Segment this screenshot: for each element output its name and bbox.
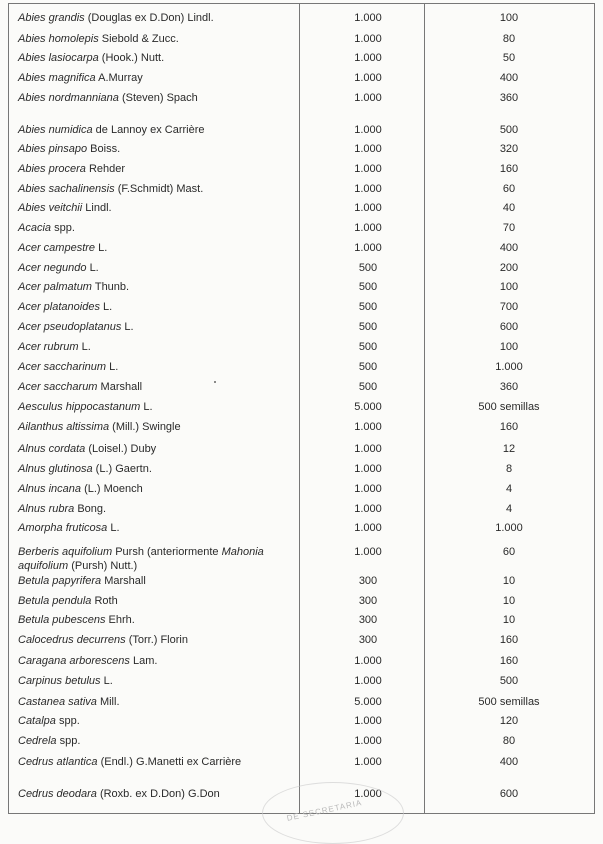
table-row [0, 574, 603, 590]
value-cell: 4 [505, 483, 513, 495]
species-authority: L. [98, 242, 108, 254]
species-authority: Bong. [77, 503, 107, 515]
species-name [18, 51, 294, 65]
species-authority: (Douglas ex D.Don) Lindl. [87, 12, 214, 24]
value-cell: 200 [499, 262, 519, 274]
value-cell: 12 [502, 443, 516, 455]
species-latin-name: Alnus rubra [18, 503, 75, 515]
quantity-cell: 1.000 [354, 715, 382, 727]
species-name [18, 482, 294, 496]
species-latin-name: Acer pseudoplatanus [18, 321, 122, 333]
table-row [0, 162, 603, 178]
species-latin-name: Betula pubescens [18, 614, 106, 626]
species-authority: L. [81, 341, 91, 353]
species-name [18, 221, 294, 235]
table-row [0, 280, 603, 296]
species-name [18, 502, 294, 516]
table-row [0, 545, 603, 572]
species-authority: Boiss. [90, 143, 121, 155]
species-synonym-name: Mahonia aquifolium [18, 546, 264, 572]
quantity-cell: 1.000 [354, 143, 382, 155]
value-cell: 4 [505, 503, 513, 515]
quantity-cell: 1.000 [354, 163, 382, 175]
species-name [18, 182, 294, 196]
quantity-cell: 1.000 [354, 735, 382, 747]
species-name [18, 695, 294, 709]
quantity-cell: 500 [358, 262, 378, 274]
species-latin-name: Alnus glutinosa [18, 463, 93, 475]
quantity-cell: 300 [358, 575, 378, 587]
value-cell: 500 semillas [478, 401, 540, 413]
species-name [18, 123, 294, 137]
value-cell: 500 semillas [478, 696, 540, 708]
species-authority: (F.Schmidt) Mast. [117, 183, 204, 195]
table-row [0, 123, 603, 139]
quantity-cell: 500 [358, 321, 378, 333]
quantity-cell: 1.000 [354, 52, 382, 64]
value-cell: 160 [499, 163, 519, 175]
species-name [18, 241, 294, 255]
table-top-border [8, 3, 595, 4]
species-latin-name: Acer palmatum [18, 281, 92, 293]
value-cell: 320 [499, 143, 519, 155]
species-authority: Siebold & Zucc. [101, 33, 179, 45]
species-name [18, 545, 296, 573]
species-latin-name: Berberis aquifolium [18, 546, 113, 558]
species-authority: Mill. [99, 696, 120, 708]
species-latin-name: Cedrus deodara [18, 788, 97, 800]
value-cell: 120 [499, 715, 519, 727]
value-cell: 160 [499, 421, 519, 433]
value-cell: 400 [499, 756, 519, 768]
quantity-cell: 1.000 [354, 124, 382, 136]
quantity-cell: 1.000 [354, 522, 382, 534]
species-latin-name: Acer campestre [18, 242, 96, 254]
species-latin-name: Caragana arborescens [18, 655, 130, 667]
species-name [18, 442, 294, 456]
stamp-lettering: DE SECRETARIA [285, 798, 363, 823]
species-name [18, 91, 294, 105]
table-row [0, 201, 603, 217]
species-authority: Marshall [104, 575, 146, 587]
table-row [0, 400, 603, 416]
value-cell: 360 [499, 92, 519, 104]
table-row [0, 420, 603, 436]
species-name [18, 280, 294, 294]
species-authority: L. [124, 321, 134, 333]
species-latin-name: Carpinus betulus [18, 675, 101, 687]
value-cell: 600 [499, 788, 519, 800]
species-authority: L. [103, 675, 113, 687]
value-cell: 10 [502, 575, 516, 587]
species-authority: Marshall [100, 381, 143, 393]
quantity-cell: 5.000 [354, 696, 382, 708]
table-row [0, 300, 603, 316]
value-cell: 160 [499, 655, 519, 667]
species-latin-name: Acer negundo [18, 262, 87, 274]
table-row [0, 714, 603, 730]
species-authority: Rehder [88, 163, 126, 175]
species-name [18, 574, 294, 588]
value-cell: 160 [499, 634, 519, 646]
quantity-cell: 1.000 [354, 788, 382, 800]
species-latin-name: Abies homolepis [18, 33, 99, 45]
quantity-cell: 1.000 [354, 202, 382, 214]
species-authority: Lindl. [85, 202, 112, 214]
value-cell: 400 [499, 242, 519, 254]
quantity-cell: 1.000 [354, 183, 382, 195]
table-row [0, 360, 603, 376]
quantity-cell: 300 [358, 634, 378, 646]
species-latin-name: Castanea sativa [18, 696, 97, 708]
species-name [18, 594, 294, 608]
quantity-cell: 500 [358, 381, 378, 393]
quantity-cell: 1.000 [354, 483, 382, 495]
table-row [0, 695, 603, 711]
quantity-cell: 1.000 [354, 443, 382, 455]
quantity-cell: 300 [358, 614, 378, 626]
species-latin-name: Acacia [18, 222, 52, 234]
species-authority: Lam. [132, 655, 158, 667]
species-latin-name: Alnus cordata [18, 443, 86, 455]
species-authority: Roth [94, 595, 118, 607]
value-cell: 60 [502, 183, 516, 195]
species-latin-name: Acer saccharum [18, 381, 98, 393]
species-authority: L. [110, 522, 120, 534]
value-cell: 8 [505, 463, 513, 475]
quantity-cell: 1.000 [354, 33, 382, 45]
species-name [18, 201, 294, 215]
species-latin-name: Ailanthus altissima [18, 421, 110, 433]
species-authority: L. [109, 361, 119, 373]
quantity-cell: 5.000 [354, 401, 382, 413]
table-row [0, 51, 603, 67]
quantity-cell: 500 [358, 361, 378, 373]
species-name [18, 320, 294, 334]
value-cell: 80 [502, 735, 516, 747]
table-row [0, 633, 603, 649]
species-latin-name: Cedrela [18, 735, 57, 747]
species-authority: spp. [59, 735, 81, 747]
value-cell: 700 [499, 301, 519, 313]
species-authority: (Hook.) Nutt. [101, 52, 165, 64]
species-authority: Ehrh. [108, 614, 135, 626]
quantity-cell: 1.000 [354, 222, 382, 234]
species-name [18, 32, 294, 46]
species-latin-name: Acer saccharinum [18, 361, 107, 373]
species-authority: (Loisel.) Duby [88, 443, 157, 455]
value-cell: 40 [502, 202, 516, 214]
quantity-cell: 1.000 [354, 463, 382, 475]
quantity-cell: 1.000 [354, 546, 382, 558]
species-name [18, 380, 294, 394]
species-latin-name: Abies pinsapo [18, 143, 88, 155]
quantity-cell: 1.000 [354, 503, 382, 515]
quantity-cell: 1.000 [354, 12, 382, 24]
species-latin-name: Abies grandis [18, 12, 85, 24]
quantity-cell: 1.000 [354, 756, 382, 768]
species-authority: L. [103, 301, 113, 313]
species-latin-name: Betula papyrifera [18, 575, 102, 587]
species-latin-name: Alnus incana [18, 483, 81, 495]
quantity-cell: 1.000 [354, 421, 382, 433]
table-row [0, 91, 603, 107]
species-latin-name: Calocedrus decurrens [18, 634, 126, 646]
table-row [0, 320, 603, 336]
species-name [18, 300, 294, 314]
species-latin-name: Abies lasiocarpa [18, 52, 99, 64]
species-authority: Pursh (anteriormente [115, 546, 219, 558]
table-row [0, 594, 603, 610]
species-authority: (L.) Gaertn. [95, 463, 152, 475]
table-row [0, 340, 603, 356]
species-latin-name: Catalpa [18, 715, 56, 727]
species-name [18, 521, 294, 535]
table-row [0, 482, 603, 498]
species-name [18, 71, 294, 85]
table-row [0, 734, 603, 750]
species-authority: de Lannoy ex Carrière [95, 124, 205, 136]
species-authority: (Torr.) Florin [128, 634, 188, 646]
table-row [0, 502, 603, 518]
table-row [0, 11, 603, 27]
table-row [0, 380, 603, 396]
species-latin-name: Abies nordmanniana [18, 92, 119, 104]
value-cell: 100 [499, 281, 519, 293]
species-name [18, 360, 294, 374]
value-cell: 400 [499, 72, 519, 84]
species-authority: spp. [58, 715, 80, 727]
species-latin-name: Abies veitchii [18, 202, 83, 214]
value-cell: 60 [502, 546, 516, 558]
species-latin-name: Aesculus hippocastanum [18, 401, 141, 413]
quantity-cell: 500 [358, 341, 378, 353]
table-row [0, 654, 603, 670]
species-name [18, 162, 294, 176]
species-authority: A.Murray [98, 72, 143, 84]
quantity-cell: 1.000 [354, 72, 382, 84]
species-authority: (L.) Moench [84, 483, 143, 495]
species-name [18, 654, 294, 668]
species-name [18, 633, 294, 647]
value-cell: 100 [499, 12, 519, 24]
species-authority: L. [143, 401, 153, 413]
species-name [18, 714, 294, 728]
species-name [18, 400, 294, 414]
species-latin-name: Abies magnifica [18, 72, 96, 84]
species-latin-name: Cedrus atlantica [18, 756, 98, 768]
species-latin-name: Acer platanoides [18, 301, 100, 313]
species-latin-name: Amorpha fruticosa [18, 522, 108, 534]
table-row [0, 32, 603, 48]
species-authority: L. [89, 262, 99, 274]
species-authority: (Steven) Spach [121, 92, 198, 104]
species-name [18, 755, 294, 769]
species-name [18, 340, 294, 354]
quantity-cell: 1.000 [354, 655, 382, 667]
species-authority: (Roxb. ex D.Don) G.Don [99, 788, 220, 800]
value-cell: 10 [502, 614, 516, 626]
quantity-cell: 300 [358, 595, 378, 607]
table-row [0, 462, 603, 478]
species-name [18, 11, 294, 25]
table-row [0, 674, 603, 690]
species-name [18, 142, 294, 156]
species-name [18, 734, 294, 748]
value-cell: 80 [502, 33, 516, 45]
species-latin-name: Abies numidica [18, 124, 93, 136]
value-cell: 10 [502, 595, 516, 607]
species-authority: (Endl.) G.Manetti ex Carrière [100, 756, 242, 768]
species-name [18, 420, 294, 434]
species-authority: (Mill.) Swingle [112, 421, 181, 433]
table-row [0, 521, 603, 537]
species-latin-name: Betula pendula [18, 595, 92, 607]
quantity-cell: 1.000 [354, 92, 382, 104]
quantity-cell: 500 [358, 301, 378, 313]
species-synonym-authority: (Pursh) Nutt.) [71, 560, 138, 572]
quantity-cell: 1.000 [354, 675, 382, 687]
species-name [18, 787, 294, 801]
species-authority: spp. [54, 222, 75, 234]
value-cell: 100 [499, 341, 519, 353]
species-latin-name: Abies procera [18, 163, 86, 175]
table-row [0, 221, 603, 237]
table-row [0, 142, 603, 158]
value-cell: 360 [499, 381, 519, 393]
quantity-cell: 1.000 [354, 242, 382, 254]
table-row [0, 71, 603, 87]
species-latin-name: Abies sachalinensis [18, 183, 115, 195]
value-cell: 500 [499, 675, 519, 687]
table-row [0, 182, 603, 198]
value-cell: 600 [499, 321, 519, 333]
value-cell: 500 [499, 124, 519, 136]
quantity-cell: 500 [358, 281, 378, 293]
species-name [18, 613, 294, 627]
table-row [0, 241, 603, 257]
table-row [0, 261, 603, 277]
species-name [18, 462, 294, 476]
table-row [0, 613, 603, 629]
species-latin-name: Acer rubrum [18, 341, 79, 353]
value-cell: 70 [502, 222, 516, 234]
value-cell: 50 [502, 52, 516, 64]
species-name [18, 261, 294, 275]
value-cell: 1.000 [495, 361, 523, 373]
table-row [0, 442, 603, 458]
table-row [0, 755, 603, 771]
value-cell: 1.000 [495, 522, 523, 534]
species-name [18, 674, 294, 688]
species-authority: Thunb. [94, 281, 130, 293]
